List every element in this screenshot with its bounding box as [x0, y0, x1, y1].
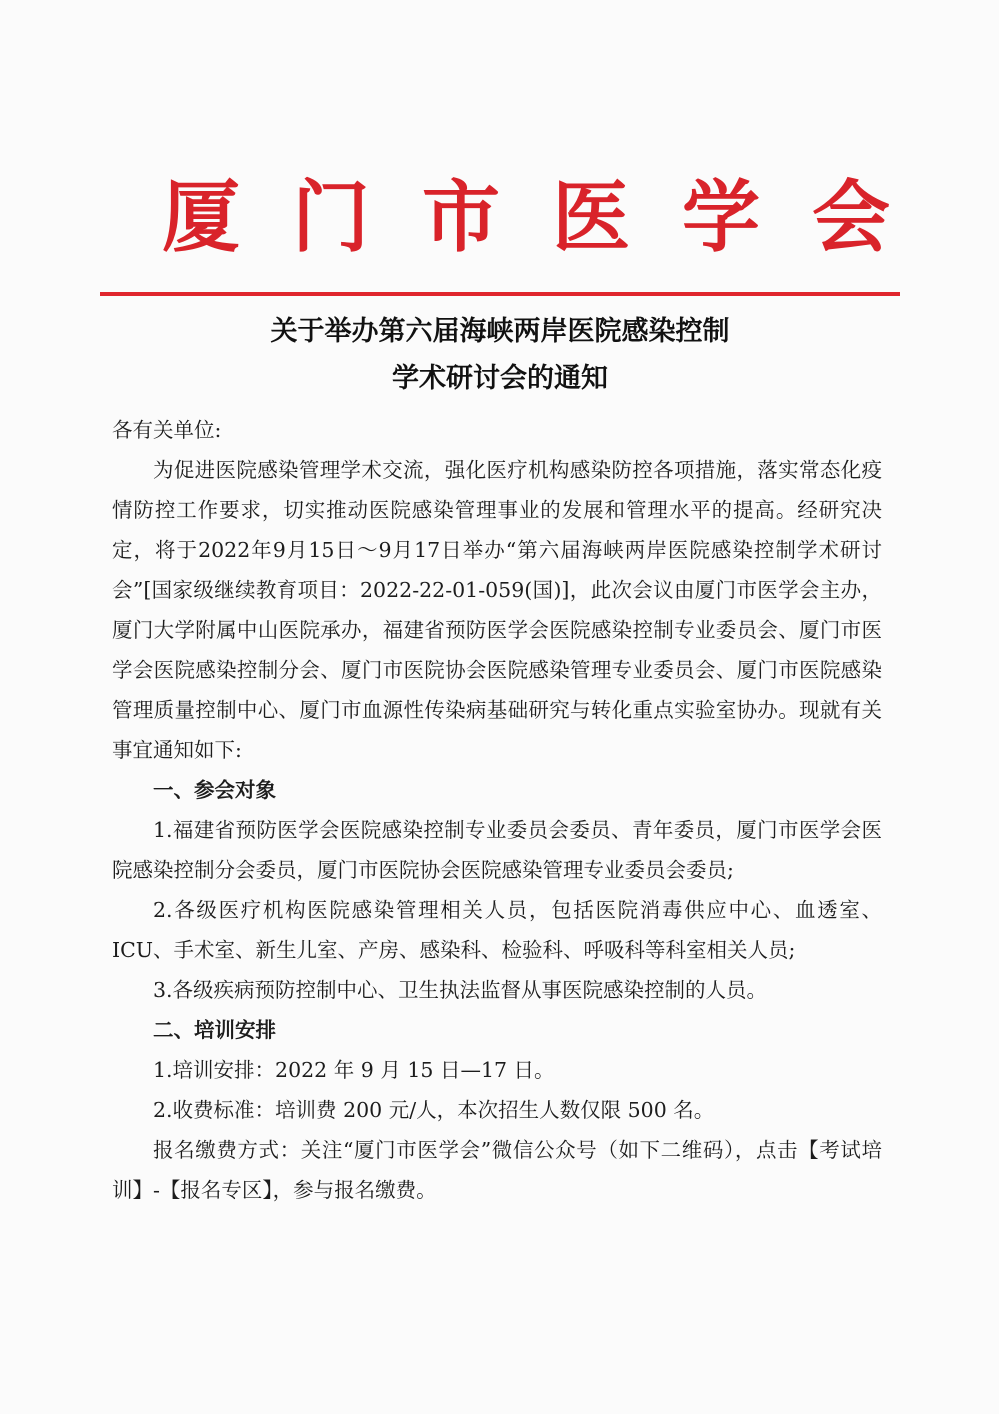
notice-title-line1: 关于举办第六届海峡两岸医院感染控制: [270, 316, 730, 347]
section2-heading: 二、培训安排: [153, 1018, 276, 1042]
letterhead-red-rule: [100, 292, 900, 296]
section2-item: 报名缴费方式：关注“厦门市医学会”微信公众号（如下二维码），点击【考试培训】-【报名专区】，参与报名缴费。: [112, 1138, 882, 1202]
notice-body: [112, 410, 882, 1210]
section1-item: 3.各级疾病预防控制中心、卫生执法监督从事医院感染控制的人员。: [153, 978, 768, 1002]
section2-item: 1.培训安排：2022 年 9 月 15 日—17 日。: [153, 1058, 555, 1082]
section1-item: 2.各级医疗机构医院感染管理相关人员，包括医院消毒供应中心、血透室、ICU、手术室、新生儿室、产房、感染科、检验科、呼吸科等科室相关人员;: [112, 898, 882, 962]
section1-heading: 一、参会对象: [153, 778, 276, 802]
section1-item: 1.福建省预防医学会医院感染控制专业委员会委员、青年委员，厦门市医学会医院感染控制分会委员，厦门市医院协会医院感染管理专业委员会委员;: [112, 818, 882, 882]
notice-title-line2: 学术研讨会的通知: [392, 363, 608, 394]
section2-item: 2.收费标准：培训费 200 元/人，本次招生人数仅限 500 名。: [153, 1098, 715, 1122]
salutation: 各有关单位:: [112, 418, 222, 442]
intro-paragraph: 为促进医院感染管理学术交流，强化医疗机构感染防控各项措施，落实常态化疫情防控工作要求，切实推动医院感染管理事业的发展和管理水平的提高。经研究决定，将于2022年9月15日～9月17日举办“第六届海峡两岸医院感染控制学术研讨会”[国家级继续教育项目：2022-22-01-059(国)]，此次会议由厦门市医学会主办，厦门大学附属中山医院承办，福建省预防医学会医院感染控制专业委员会、厦门市医学会医院感染控制分会、厦门市医院协会医院感染管理专业委员会、厦门市医院感染管理质量控制中心、厦门市血源性传染病基础研究与转化重点实验室协办。现就有关事宜通知如下:: [112, 458, 882, 762]
letterhead-org-name: 厦门市医学会: [161, 172, 942, 263]
